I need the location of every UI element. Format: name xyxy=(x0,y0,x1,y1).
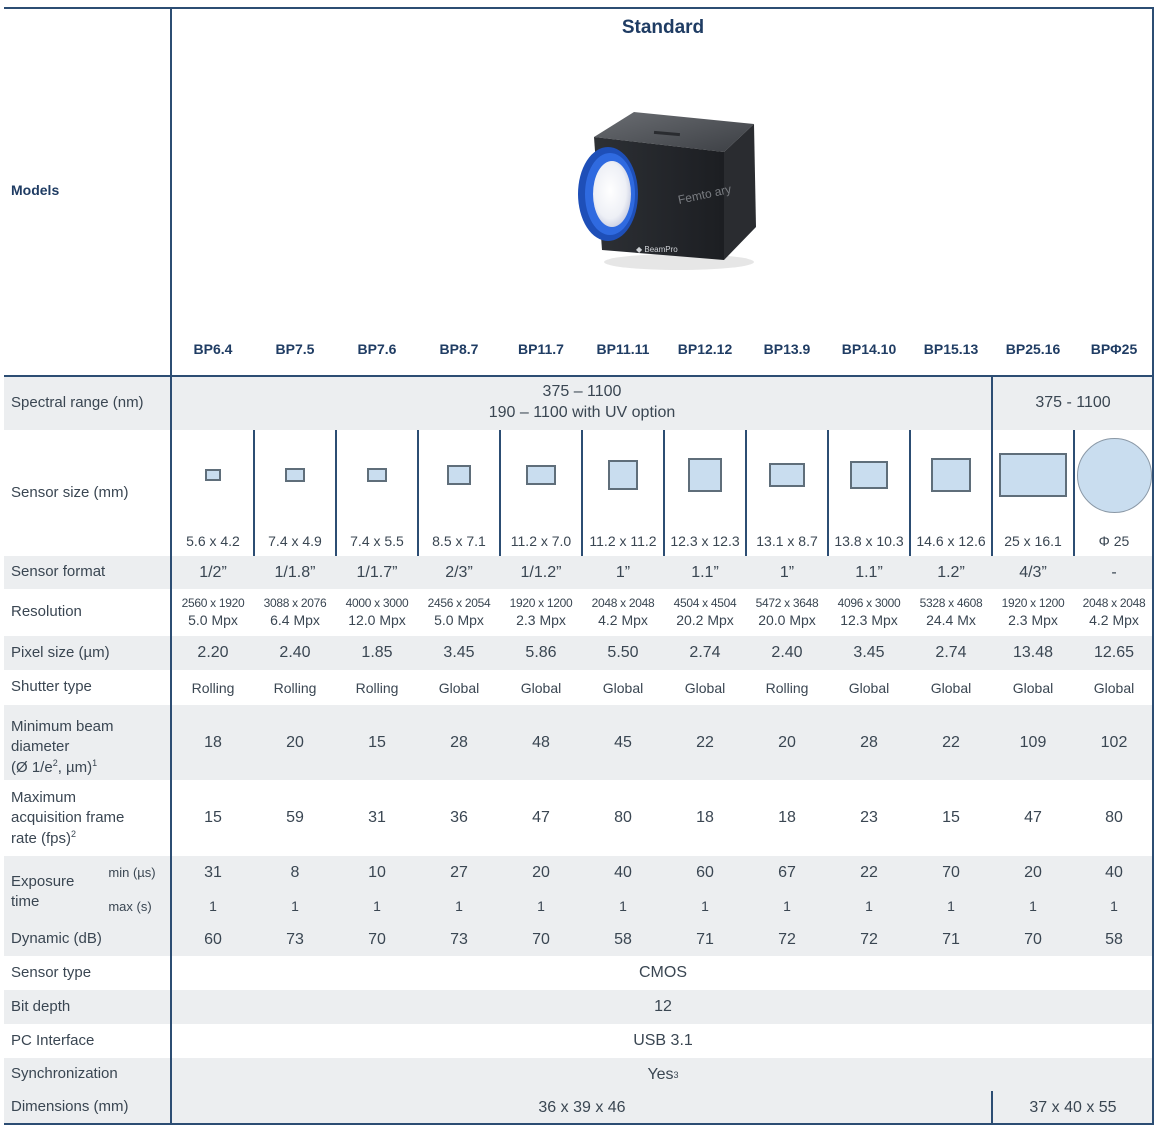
exposure-max-label: max (s) xyxy=(108,898,152,914)
pixel-size-label: Pixel size (µm) xyxy=(11,643,110,661)
min-beam-value: 20 xyxy=(778,733,796,751)
shutter-value: Rolling xyxy=(765,679,809,696)
dynamic-value: 72 xyxy=(860,930,878,948)
spectral-line2: 190 – 1100 with UV option xyxy=(488,404,676,421)
models-label: Models xyxy=(11,181,60,198)
sensor-shape xyxy=(447,465,470,484)
exposure-min-value: 20 xyxy=(1024,863,1042,881)
resolution-mpx: 2.3 Mpx xyxy=(516,612,566,629)
border-label-column xyxy=(170,7,172,1124)
exposure-max-value: 1 xyxy=(619,898,627,914)
exposure-min-value: 60 xyxy=(696,863,714,881)
sensor-shape xyxy=(367,468,387,483)
spectral-label: Spectral range (nm) xyxy=(11,393,144,411)
bit-depth-text: 12 xyxy=(654,998,672,1015)
resolution-mpx: 4.2 Mpx xyxy=(1089,612,1139,629)
exposure-max-value: 1 xyxy=(373,898,381,914)
sensor-format-value: 1.2” xyxy=(937,563,965,581)
svg-text:Femto ary: Femto ary xyxy=(676,182,733,207)
shutter-value: Global xyxy=(520,679,562,696)
sensor-size-value: 8.5 x 7.1 xyxy=(432,533,486,549)
standard-title: Standard xyxy=(621,17,705,38)
max-frame-value: 59 xyxy=(286,809,304,826)
sensor-size-value: 11.2 x 11.2 xyxy=(589,533,657,549)
resolution-pixels: 1920 x 1200 xyxy=(1001,595,1065,610)
exposure-label-line2: time xyxy=(11,893,40,911)
dynamic-value: 73 xyxy=(286,930,304,948)
sensor-format-value: 2/3” xyxy=(445,563,473,581)
resolution-pixels: 5472 x 3648 xyxy=(755,595,819,610)
max-frame-value: 15 xyxy=(942,809,960,826)
resolution-value xyxy=(254,589,336,636)
column-separator xyxy=(827,430,829,556)
border-bottom xyxy=(4,1123,1154,1125)
min-beam-label-line3: (Ø 1/e xyxy=(11,758,53,776)
svg-text:◆ BeamPro: ◆ BeamPro xyxy=(636,245,678,254)
max-frame-value: 47 xyxy=(532,809,550,826)
pc-interface-label: PC Interface xyxy=(11,1031,95,1049)
resolution-pixels: 4000 x 3000 xyxy=(345,595,409,610)
sensor-shape xyxy=(1077,438,1152,513)
pixel-size-value: 1.85 xyxy=(361,644,393,661)
column-separator xyxy=(745,430,747,556)
resolution-value xyxy=(664,589,746,636)
model-header: BP12.12 xyxy=(677,341,733,357)
exposure-min-value: 31 xyxy=(204,863,222,881)
sensor-size-value: Φ 25 xyxy=(1098,533,1130,549)
sensor-shape xyxy=(285,468,305,481)
exposure-min-label: min (µs) xyxy=(108,865,156,880)
model-header: BPΦ25 xyxy=(1090,341,1138,357)
column-separator xyxy=(253,430,255,556)
dynamic-value: 70 xyxy=(368,930,386,948)
exposure-max-value: 1 xyxy=(291,898,299,914)
exposure-max-value: 1 xyxy=(1029,898,1037,914)
min-beam-label xyxy=(4,705,170,780)
min-beam-value: 45 xyxy=(614,733,632,751)
sensor-shape xyxy=(850,461,888,489)
sensor-size-value: 12.3 x 12.3 xyxy=(670,533,740,549)
max-frame-value: 47 xyxy=(1024,809,1042,826)
max-frame-value: 15 xyxy=(204,809,222,826)
min-beam-label-line3b: , µm) xyxy=(57,758,93,776)
dynamic-value: 60 xyxy=(204,930,222,948)
sensor-shape xyxy=(688,458,721,491)
exposure-min-value: 8 xyxy=(290,863,300,881)
dynamic-value: 58 xyxy=(1105,930,1123,948)
resolution-value xyxy=(500,589,582,636)
shutter-value: Rolling xyxy=(273,679,317,696)
model-header: BP11.7 xyxy=(518,341,564,357)
sensor-shape xyxy=(526,465,556,484)
min-beam-value: 22 xyxy=(696,733,714,751)
max-frame-label xyxy=(4,780,170,856)
column-separator xyxy=(335,430,337,556)
pixel-size-value: 2.74 xyxy=(935,644,967,661)
resolution-pixels: 2560 x 1920 xyxy=(181,595,245,610)
sensor-shape xyxy=(608,460,638,490)
pixel-size-value: 13.48 xyxy=(1012,644,1054,661)
resolution-pixels: 4096 x 3000 xyxy=(837,595,901,610)
resolution-mpx: 24.4 Mx xyxy=(926,612,976,629)
sensor-size-value: 11.2 x 7.0 xyxy=(510,533,572,549)
min-beam-value: 22 xyxy=(942,733,960,751)
max-frame-label-line2: acquisition frame xyxy=(11,809,125,827)
spectral-main xyxy=(172,376,992,430)
sensor-shape xyxy=(205,469,220,480)
max-frame-value: 23 xyxy=(860,809,878,826)
shutter-value: Global xyxy=(1093,679,1135,696)
resolution-mpx: 4.2 Mpx xyxy=(598,612,648,629)
model-header: BP25.16 xyxy=(1005,341,1061,357)
resolution-mpx: 5.0 Mpx xyxy=(434,612,484,629)
resolution-value xyxy=(336,589,418,636)
exposure-min-value: 67 xyxy=(778,863,796,881)
pc-interface-text: USB 3.1 xyxy=(633,1032,693,1049)
min-beam-value: 28 xyxy=(860,733,878,751)
resolution-value xyxy=(910,589,992,636)
dynamic-value: 71 xyxy=(942,930,960,948)
dynamic-value: 71 xyxy=(696,930,714,948)
model-header: BP15.13 xyxy=(923,341,979,357)
resolution-mpx: 2.3 Mpx xyxy=(1008,612,1058,629)
sensor-shape xyxy=(931,458,971,492)
sensor-type-text: CMOS xyxy=(639,964,687,981)
border-header-bottom xyxy=(4,375,1154,377)
resolution-value xyxy=(582,589,664,636)
min-beam-value: 15 xyxy=(368,733,386,751)
sensor-size-value: 7.4 x 4.9 xyxy=(268,533,322,549)
shutter-value: Rolling xyxy=(355,679,399,696)
sensor-size-value: 14.6 x 12.6 xyxy=(916,533,986,549)
sensor-format-value: 1” xyxy=(779,563,795,581)
exposure-max-value: 1 xyxy=(865,898,873,914)
column-separator xyxy=(581,430,583,556)
model-header: BP11.11 xyxy=(596,341,650,357)
model-header: BP8.7 xyxy=(439,341,479,357)
sensor-format-value: 4/3” xyxy=(1019,563,1047,581)
dimensions-last: 37 x 40 x 55 xyxy=(1029,1098,1117,1116)
model-header: BP13.9 xyxy=(763,341,811,357)
sensor-size-value: 7.4 x 5.5 xyxy=(350,533,404,549)
exposure-max-value: 1 xyxy=(1110,898,1118,914)
pixel-size-value: 12.65 xyxy=(1093,644,1135,661)
max-frame-footnote: 2 xyxy=(71,828,77,839)
max-frame-label-line3: rate (fps) xyxy=(11,829,72,847)
dynamic-value: 72 xyxy=(778,930,796,948)
column-separator xyxy=(417,430,419,556)
exposure-min-value: 10 xyxy=(368,863,386,881)
min-beam-value: 18 xyxy=(204,733,222,751)
min-beam-label-sup: 2 xyxy=(52,757,58,768)
sensor-format-value: 1/2” xyxy=(199,563,227,581)
resolution-pixels: 2048 x 2048 xyxy=(591,595,655,610)
shutter-value: Global xyxy=(602,679,644,696)
spec-table xyxy=(4,7,1154,1127)
resolution-pixels: 4504 x 4504 xyxy=(673,595,737,610)
sensor-size-value: 13.1 x 8.7 xyxy=(756,533,818,549)
column-separator xyxy=(499,430,501,556)
resolution-value xyxy=(746,589,828,636)
min-beam-label-line1: Minimum beam xyxy=(11,718,114,735)
shutter-value: Rolling xyxy=(191,679,235,696)
border-top xyxy=(4,7,1154,9)
min-beam-value: 109 xyxy=(1019,733,1047,751)
dynamic-value: 73 xyxy=(450,930,468,948)
column-separator xyxy=(991,430,993,556)
exposure-min-value: 20 xyxy=(532,863,550,881)
sensor-size-value: 25 x 16.1 xyxy=(1004,533,1062,549)
camera-image xyxy=(574,112,764,272)
pixel-size-value: 3.45 xyxy=(443,644,475,661)
resolution-value xyxy=(418,589,500,636)
min-beam-label-line2: diameter xyxy=(11,738,70,756)
sync-text: Yes xyxy=(647,1065,674,1083)
sensor-shape xyxy=(769,463,805,487)
model-header: BP7.6 xyxy=(357,341,397,357)
max-frame-value: 36 xyxy=(450,809,468,826)
exposure-max-value: 1 xyxy=(537,898,545,914)
spectral-line1: 375 – 1100 xyxy=(542,383,622,401)
exposure-max-value: 1 xyxy=(455,898,463,914)
resolution-mpx: 20.2 Mpx xyxy=(676,612,734,629)
dynamic-label: Dynamic (dB) xyxy=(11,930,102,948)
resolution-pixels: 3088 x 2076 xyxy=(263,595,327,610)
min-beam-value: 28 xyxy=(450,733,468,751)
sensor-type-label: Sensor type xyxy=(11,963,92,981)
shutter-value: Global xyxy=(848,679,890,696)
dynamic-value: 58 xyxy=(614,930,632,948)
sensor-format-label: Sensor format xyxy=(11,563,106,581)
sensor-size-value: 5.6 x 4.2 xyxy=(186,533,240,549)
pc-interface-value xyxy=(172,1024,1154,1058)
resolution-mpx: 12.3 Mpx xyxy=(840,612,898,629)
min-beam-value: 48 xyxy=(532,733,550,751)
sync-value: Yes 3 xyxy=(647,1065,679,1083)
pixel-size-value: 2.20 xyxy=(197,644,229,661)
bit-depth-label: Bit depth xyxy=(11,997,71,1015)
resolution-label: Resolution xyxy=(11,603,82,621)
max-frame-value: 80 xyxy=(614,809,632,826)
model-header: BP14.10 xyxy=(841,341,897,357)
pixel-size-value: 2.74 xyxy=(689,644,721,661)
resolution-pixels: 2456 x 2054 xyxy=(427,595,491,610)
sensor-size-value: 13.8 x 10.3 xyxy=(834,533,904,549)
dynamic-value: 70 xyxy=(1024,930,1042,948)
pixel-size-value: 2.40 xyxy=(771,644,803,661)
resolution-mpx: 12.0 Mpx xyxy=(348,612,406,629)
pixel-size-value: 2.40 xyxy=(279,644,311,661)
shutter-value: Global xyxy=(930,679,972,696)
sensor-format-value: - xyxy=(1111,563,1117,581)
min-beam-value: 102 xyxy=(1100,733,1128,751)
shutter-value: Global xyxy=(438,679,480,696)
exposure-max-value: 1 xyxy=(209,898,217,914)
resolution-value xyxy=(172,589,254,636)
resolution-pixels: 5328 x 4608 xyxy=(919,595,983,610)
column-separator xyxy=(1073,430,1075,556)
exposure-min-value: 70 xyxy=(942,863,960,881)
exposure-min-value: 40 xyxy=(1105,863,1123,881)
resolution-mpx: 20.0 Mpx xyxy=(758,612,816,629)
exposure-min-value: 40 xyxy=(614,863,632,881)
resolution-mpx: 5.0 Mpx xyxy=(188,612,238,629)
pixel-size-value: 3.45 xyxy=(853,644,885,661)
exposure-max-value: 1 xyxy=(783,898,791,914)
bit-depth-value xyxy=(172,990,1154,1024)
shutter-value: Global xyxy=(684,679,726,696)
pixel-size-value: 5.50 xyxy=(607,644,639,661)
sensor-shape xyxy=(999,453,1067,497)
resolution-mpx: 6.4 Mpx xyxy=(270,612,320,629)
shutter-value: Global xyxy=(1012,679,1054,696)
max-frame-value: 80 xyxy=(1105,809,1123,826)
max-frame-value: 18 xyxy=(696,809,714,826)
resolution-pixels: 2048 x 2048 xyxy=(1082,595,1146,610)
column-separator xyxy=(663,430,665,556)
exposure-max-value: 1 xyxy=(947,898,955,914)
exposure-min-value: 27 xyxy=(450,863,468,881)
model-header: BP7.5 xyxy=(275,341,315,357)
sync-label: Synchronization xyxy=(11,1065,118,1083)
dimensions-main: 36 x 39 x 46 xyxy=(538,1098,626,1116)
sensor-format-value: 1” xyxy=(615,563,631,581)
spectral-last: 375 - 1100 xyxy=(1035,394,1111,411)
exposure-max-value: 1 xyxy=(701,898,709,914)
model-header: BP6.4 xyxy=(193,341,233,357)
resolution-value xyxy=(992,589,1074,636)
beampro-camera-icon xyxy=(574,112,764,272)
shutter-label: Shutter type xyxy=(11,678,92,696)
merged-separator xyxy=(991,1091,993,1124)
border-right xyxy=(1152,7,1154,1124)
max-frame-label-line1: Maximum xyxy=(11,789,77,806)
exposure-label-line1: Exposure xyxy=(11,873,75,890)
dimensions-label: Dimensions (mm) xyxy=(11,1098,129,1116)
max-frame-value: 18 xyxy=(778,809,796,826)
sensor-format-value: 1/1.7” xyxy=(356,563,398,581)
sensor-format-value: 1.1” xyxy=(691,563,719,581)
column-separator xyxy=(909,430,911,556)
min-beam-value: 20 xyxy=(286,733,304,751)
resolution-value xyxy=(1074,589,1154,636)
sensor-size-label: Sensor size (mm) xyxy=(11,483,129,501)
resolution-pixels: 1920 x 1200 xyxy=(509,595,573,610)
merged-separator xyxy=(991,376,993,430)
exposure-min-value: 22 xyxy=(860,863,878,881)
resolution-value xyxy=(828,589,910,636)
sensor-type-value xyxy=(172,956,1154,990)
sensor-format-value: 1/1.2” xyxy=(520,563,562,581)
exposure-label xyxy=(4,856,104,923)
min-beam-footnote: 1 xyxy=(92,757,98,768)
dynamic-value: 70 xyxy=(532,930,550,948)
pixel-size-value: 5.86 xyxy=(525,644,557,661)
sensor-format-value: 1/1.8” xyxy=(274,563,316,581)
sensor-format-value: 1.1” xyxy=(855,563,883,581)
max-frame-value: 31 xyxy=(368,809,386,826)
